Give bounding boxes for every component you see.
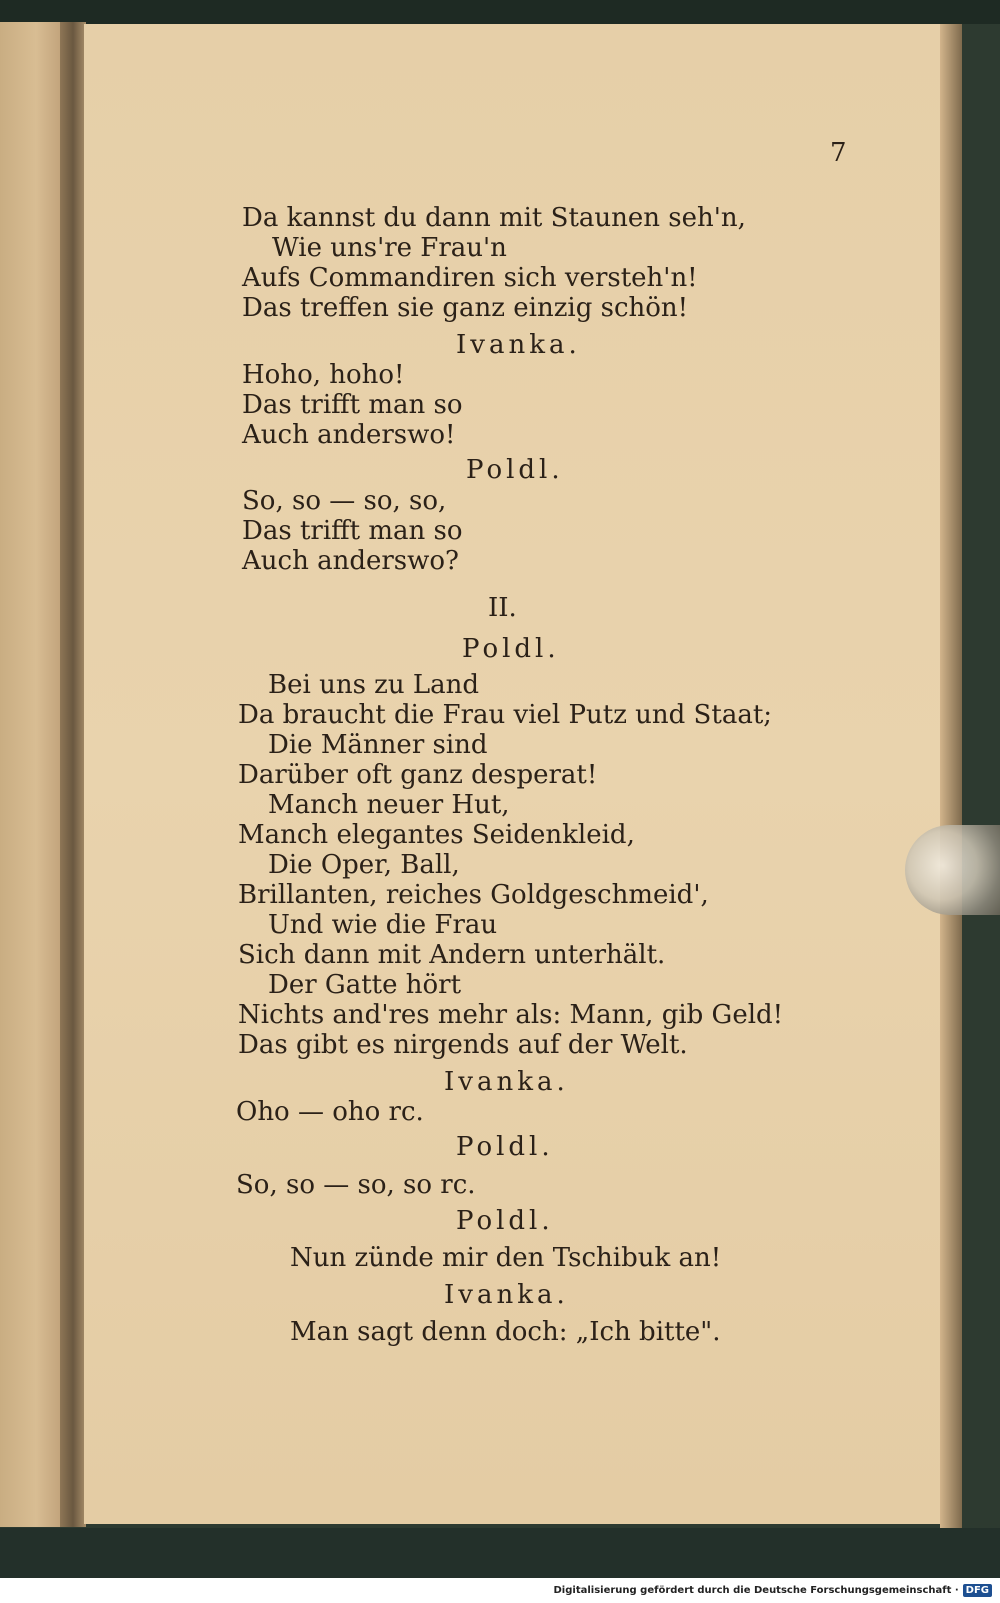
verse-line: Das treffen sie ganz einzig schön! [242, 293, 689, 323]
verse-line: Darüber oft ganz desperat! [238, 760, 598, 790]
section-heading: II. [488, 593, 517, 623]
verse-line: Wie uns're Frau'n [272, 233, 507, 263]
verse-line: Die Männer sind [268, 730, 488, 760]
verse-line: So, so — so, so rc. [236, 1170, 476, 1200]
verse-line: Der Gatte hört [268, 970, 462, 1000]
speaker-name: Ivanka. [456, 330, 581, 360]
speaker-name: Ivanka. [444, 1067, 569, 1097]
speaker-name: Poldl. [456, 1132, 554, 1162]
scan-background-bottom [0, 1528, 1000, 1578]
verse-line: Hoho, hoho! [242, 360, 405, 390]
verse-line: Auch anderswo? [242, 546, 459, 576]
footer-bar [0, 1578, 1000, 1603]
speaker-name: Poldl. [462, 634, 560, 664]
speaker-name: Poldl. [466, 455, 564, 485]
verse-line: So, so — so, so, [242, 486, 447, 516]
verse-line: Manch elegantes Seidenkleid, [238, 820, 635, 850]
verse-line: Da braucht die Frau viel Putz und Staat; [238, 700, 773, 730]
verse-line: Man sagt denn doch: „Ich bitte". [290, 1317, 721, 1347]
verse-line: Nun zünde mir den Tschibuk an! [290, 1243, 722, 1273]
verse-line: Bei uns zu Land [268, 670, 480, 700]
verse-line: Das gibt es nirgends auf der Welt. [238, 1030, 688, 1060]
speaker-name: Poldl. [456, 1206, 554, 1236]
page-number: 7 [830, 138, 847, 168]
verse-line: Da kannst du dann mit Staunen seh'n, [242, 203, 746, 233]
verse-line: Brillanten, reiches Goldgeschmeid', [238, 880, 709, 910]
verse-line: Aufs Commandiren sich versteh'n! [242, 263, 698, 293]
footer-credit: Digitalisierung gefördert durch die Deutsche Forschungsgemeinschaft · [553, 1585, 959, 1596]
verse-line: Das trifft man so [242, 390, 463, 420]
verse-line: Auch anderswo! [242, 420, 456, 450]
verse-line: Manch neuer Hut, [268, 790, 510, 820]
verse-line: Das trifft man so [242, 516, 463, 546]
verse-line: Oho — oho rc. [236, 1097, 424, 1127]
speaker-name: Ivanka. [444, 1280, 569, 1310]
verse-line: Nichts and'res mehr als: Mann, gib Geld! [238, 1000, 784, 1030]
dfg-logo-icon: DFG [963, 1584, 992, 1597]
verse-line: Sich dann mit Andern unterhält. [238, 940, 666, 970]
verse-line: Und wie die Frau [268, 910, 498, 940]
verse-line: Die Oper, Ball, [268, 850, 460, 880]
